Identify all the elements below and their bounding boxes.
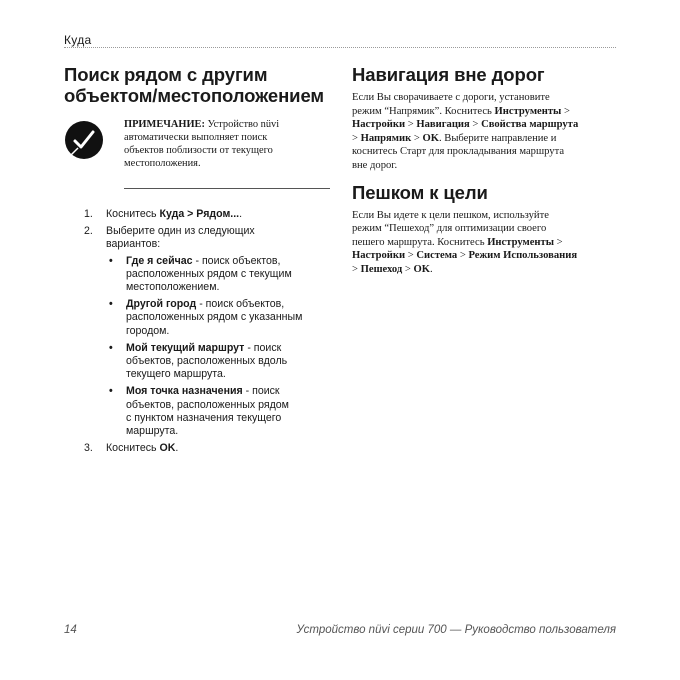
menu-path-item: Настройки <box>352 250 406 262</box>
option-desc: городом. <box>126 324 170 337</box>
step-1 <box>64 208 330 221</box>
step-text: . <box>175 442 179 455</box>
para-text: . <box>430 263 433 275</box>
step-path: Куда > Рядом... <box>159 208 240 220</box>
para-text: пешего маршрута. Коснитесь <box>352 236 488 248</box>
note-line: местоположения. <box>124 158 201 169</box>
option-desc: расположенных рядом с указанным <box>126 311 303 324</box>
menu-path-item: Свойства маршрута <box>481 119 579 131</box>
step-2 <box>64 225 330 251</box>
note-text <box>124 118 324 170</box>
heading-line-2: объектом/местоположением <box>64 85 324 106</box>
para-text: > <box>561 105 570 117</box>
option-item <box>64 385 330 438</box>
step-number: 1. <box>84 208 93 220</box>
option-desc: объектов, расположенных вдоль <box>126 355 288 368</box>
note-checkmark-icon <box>64 120 104 160</box>
option-desc: маршрута. <box>126 425 179 438</box>
option-desc: текущего маршрута. <box>126 368 226 381</box>
step-ok: OK <box>159 442 176 455</box>
para-text: вне дорог. <box>352 159 398 171</box>
option-title: Другой город <box>126 298 197 311</box>
header-rule <box>64 47 616 48</box>
option-desc: местоположением. <box>126 281 220 294</box>
bullet-icon: • <box>109 341 113 354</box>
para-text: режим “Напрямик”. Коснитесь <box>352 105 495 117</box>
step-text: Выберите один из следующих <box>106 225 255 238</box>
menu-path-item: Система <box>416 250 458 262</box>
para-text: коснитесь Старт для прокладывания маршрута <box>352 146 565 158</box>
note-line: автоматически выполняет поиск <box>124 132 268 143</box>
menu-path-item: OK <box>413 263 431 275</box>
section-heading-offroad: Навигация вне дорог <box>352 64 545 85</box>
step-text: вариантов: <box>106 238 161 251</box>
menu-path-item: Навигация <box>416 119 470 131</box>
bullet-icon: • <box>109 254 113 267</box>
step-text: Коснитесь <box>106 208 160 220</box>
option-title: Мой текущий маршрут <box>126 341 245 354</box>
footer-title: Устройство nüvi серии 700 — Руководство пользователя <box>296 624 616 636</box>
walking-paragraph <box>352 209 614 277</box>
note-rule <box>124 188 330 189</box>
option-title: Где я сейчас <box>126 254 193 267</box>
menu-path-item: Инструменты <box>487 236 554 248</box>
option-title: Моя точка назначения <box>126 385 243 398</box>
option-desc: - поиск <box>244 341 282 354</box>
para-text: > <box>352 132 361 144</box>
option-desc: объектов, расположенных рядом <box>126 398 289 411</box>
para-text: > <box>457 250 469 262</box>
offroad-paragraph <box>352 91 614 173</box>
para-text: > <box>411 132 423 144</box>
para-text: > <box>405 119 417 131</box>
note-box <box>64 118 330 194</box>
para-text: > <box>405 250 417 262</box>
para-text: > <box>469 119 482 131</box>
section-label: Куда <box>64 33 92 47</box>
step-list <box>64 208 330 455</box>
note-label: ПРИМЕЧАНИЕ: <box>124 119 205 130</box>
option-desc: расположенных рядом с текущим <box>126 267 292 280</box>
bullet-icon: • <box>109 385 113 398</box>
para-text: Если Вы идете к цели пешком, используйте <box>352 209 549 221</box>
note-line: объектов поблизости от текущего <box>124 145 273 156</box>
option-item <box>64 255 330 295</box>
section-heading-nearby <box>64 64 330 106</box>
menu-path-item: Напрямик <box>360 132 412 144</box>
para-text: > <box>402 263 414 275</box>
step-number: 2. <box>84 225 93 238</box>
option-item <box>64 342 330 382</box>
menu-path-item: Инструменты <box>494 105 562 117</box>
step-3 <box>64 442 330 455</box>
step-text: Коснитесь <box>106 442 160 455</box>
menu-path-item: Режим Использования <box>468 250 578 262</box>
left-column <box>64 64 330 455</box>
para-text: Если Вы сворачиваете с дороги, установите <box>352 92 550 103</box>
menu-path-item: Пешеход <box>360 263 403 275</box>
para-text: режим “Пешеход” для оптимизации своего <box>352 223 547 235</box>
bullet-icon: • <box>109 298 113 311</box>
heading-line-1: Поиск рядом с другим <box>64 64 268 85</box>
para-text: . Выберите направление и <box>438 132 557 144</box>
section-heading-walking: Пешком к цели <box>352 181 488 203</box>
menu-path-item: OK <box>422 132 439 144</box>
para-text: > <box>553 236 563 248</box>
step-text: . <box>239 208 243 220</box>
option-desc: - поиск объектов, <box>192 254 281 267</box>
para-text: > <box>352 263 361 275</box>
right-column <box>352 64 614 277</box>
page-number: 14 <box>64 624 77 636</box>
step-number: 3. <box>84 442 93 455</box>
option-item <box>64 298 330 338</box>
option-list <box>64 255 330 439</box>
menu-path-item: Настройки <box>352 119 406 131</box>
option-desc: - поиск объектов, <box>196 298 285 311</box>
option-desc: - поиск <box>242 385 280 398</box>
note-line: Устройство nüvi <box>207 119 280 130</box>
option-desc: с пунктом назначения текущего <box>126 411 282 424</box>
